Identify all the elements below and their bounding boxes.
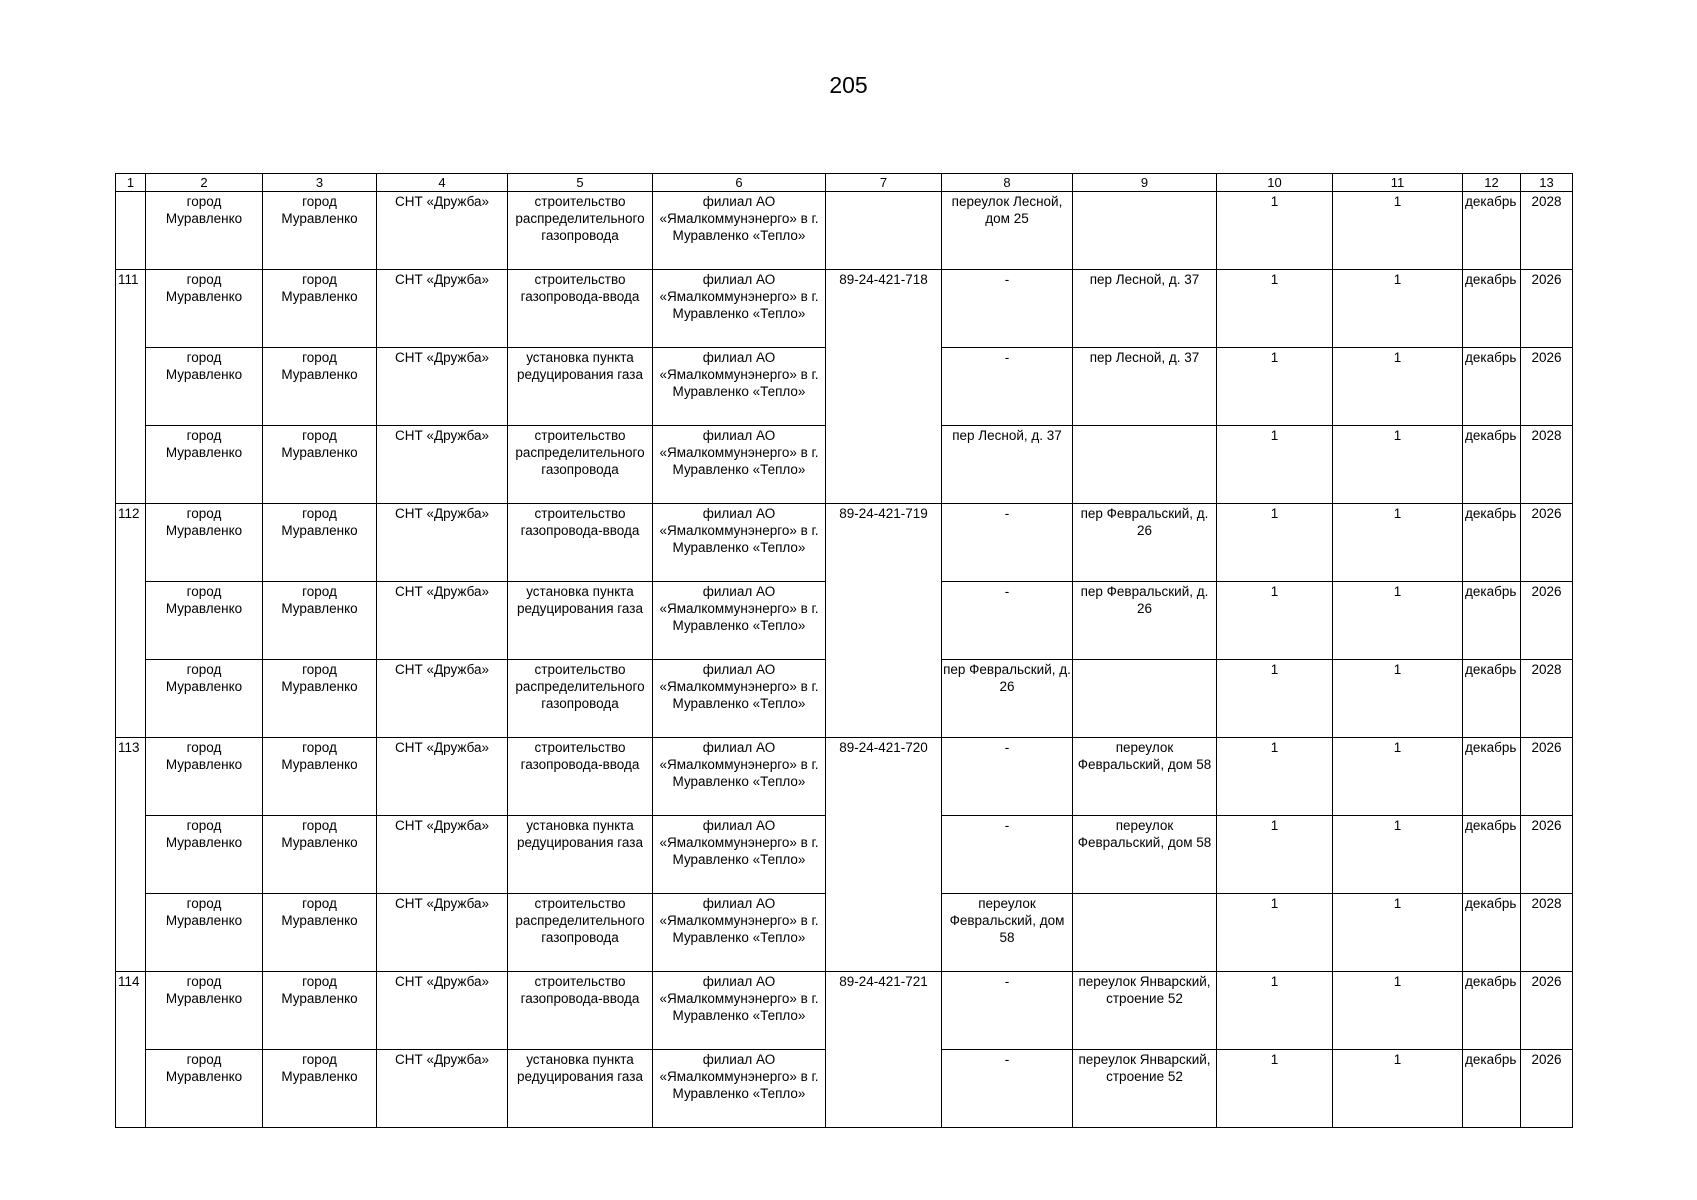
municipality-cell: город Муравленко — [146, 270, 263, 348]
quantity-cell: 1 — [1217, 426, 1333, 504]
organization-cell: филиал АО «Ямалкоммунэнерго» в г. Муравленко «Тепло» — [653, 660, 826, 738]
row-number-cell: 114 — [116, 972, 146, 1128]
column-number: 6 — [653, 174, 826, 192]
column-number: 2 — [146, 174, 263, 192]
municipality-cell: город Муравленко — [146, 192, 263, 270]
municipality-cell: город Муравленко — [146, 660, 263, 738]
month-cell: декабрь — [1463, 1050, 1521, 1128]
object-code-cell: 89-24-421-719 — [826, 504, 942, 738]
table-row — [116, 972, 1573, 1050]
settlement-cell: город Муравленко — [263, 894, 377, 972]
month-cell: декабрь — [1463, 504, 1521, 582]
territory-cell: СНТ «Дружба» — [377, 894, 508, 972]
quantity-cell: 1 — [1217, 504, 1333, 582]
settlement-cell: город Муравленко — [263, 738, 377, 816]
object-code-cell: 89-24-421-721 — [826, 972, 942, 1128]
work-type-cell: строительство газопровода-ввода — [508, 504, 653, 582]
distribution-address-cell: - — [942, 582, 1073, 660]
distribution-address-cell: - — [942, 270, 1073, 348]
work-type-cell: установка пункта редуцирования газа — [508, 348, 653, 426]
inlet-address-cell: переулок Январский, строение 52 — [1073, 972, 1217, 1050]
column-number: 12 — [1463, 174, 1521, 192]
municipality-cell: город Муравленко — [146, 972, 263, 1050]
territory-cell: СНТ «Дружба» — [377, 738, 508, 816]
settlement-cell: город Муравленко — [263, 1050, 377, 1128]
year-cell: 2028 — [1521, 426, 1573, 504]
inlet-address-cell: пер Февральский, д. 26 — [1073, 582, 1217, 660]
distribution-address-cell: - — [942, 972, 1073, 1050]
inlet-address-cell — [1073, 192, 1217, 270]
municipality-cell: город Муравленко — [146, 1050, 263, 1128]
distribution-address-cell: пер Февральский, д. 26 — [942, 660, 1073, 738]
settlement-cell: город Муравленко — [263, 660, 377, 738]
quantity-cell: 1 — [1217, 738, 1333, 816]
work-type-cell: установка пункта редуцирования газа — [508, 816, 653, 894]
inlet-address-cell: пер Лесной, д. 37 — [1073, 348, 1217, 426]
month-cell: декабрь — [1463, 348, 1521, 426]
organization-cell: филиал АО «Ямалкоммунэнерго» в г. Муравленко «Тепло» — [653, 582, 826, 660]
quantity-cell: 1 — [1333, 816, 1463, 894]
work-type-cell: строительство распределительного газопровода — [508, 660, 653, 738]
row-number-cell: 111 — [116, 270, 146, 504]
settlement-cell: город Муравленко — [263, 582, 377, 660]
municipality-cell: город Муравленко — [146, 348, 263, 426]
column-number: 11 — [1333, 174, 1463, 192]
quantity-cell: 1 — [1217, 270, 1333, 348]
work-type-cell: строительство распределительного газопровода — [508, 192, 653, 270]
year-cell: 2028 — [1521, 660, 1573, 738]
organization-cell: филиал АО «Ямалкоммунэнерго» в г. Муравленко «Тепло» — [653, 426, 826, 504]
column-number: 9 — [1073, 174, 1217, 192]
year-cell: 2028 — [1521, 894, 1573, 972]
territory-cell: СНТ «Дружба» — [377, 816, 508, 894]
month-cell: декабрь — [1463, 426, 1521, 504]
year-cell: 2028 — [1521, 192, 1573, 270]
distribution-address-cell: переулок Февральский, дом 58 — [942, 894, 1073, 972]
distribution-address-cell: - — [942, 348, 1073, 426]
organization-cell: филиал АО «Ямалкоммунэнерго» в г. Муравленко «Тепло» — [653, 738, 826, 816]
row-number-cell: 113 — [116, 738, 146, 972]
year-cell: 2026 — [1521, 348, 1573, 426]
settlement-cell: город Муравленко — [263, 270, 377, 348]
quantity-cell: 1 — [1217, 816, 1333, 894]
quantity-cell: 1 — [1333, 582, 1463, 660]
inlet-address-cell: пер Лесной, д. 37 — [1073, 270, 1217, 348]
quantity-cell: 1 — [1217, 348, 1333, 426]
territory-cell: СНТ «Дружба» — [377, 582, 508, 660]
year-cell: 2026 — [1521, 816, 1573, 894]
table-row — [116, 192, 1573, 270]
territory-cell: СНТ «Дружба» — [377, 348, 508, 426]
organization-cell: филиал АО «Ямалкоммунэнерго» в г. Муравленко «Тепло» — [653, 816, 826, 894]
inlet-address-cell: переулок Январский, строение 52 — [1073, 1050, 1217, 1128]
column-number: 10 — [1217, 174, 1333, 192]
organization-cell: филиал АО «Ямалкоммунэнерго» в г. Муравленко «Тепло» — [653, 894, 826, 972]
territory-cell: СНТ «Дружба» — [377, 192, 508, 270]
territory-cell: СНТ «Дружба» — [377, 270, 508, 348]
settlement-cell: город Муравленко — [263, 348, 377, 426]
distribution-address-cell: переулок Лесной, дом 25 — [942, 192, 1073, 270]
quantity-cell: 1 — [1333, 894, 1463, 972]
table-row — [116, 504, 1573, 582]
month-cell: декабрь — [1463, 972, 1521, 1050]
settlement-cell: город Муравленко — [263, 972, 377, 1050]
month-cell: декабрь — [1463, 192, 1521, 270]
column-number: 7 — [826, 174, 942, 192]
organization-cell: филиал АО «Ямалкоммунэнерго» в г. Муравленко «Тепло» — [653, 348, 826, 426]
quantity-cell: 1 — [1333, 972, 1463, 1050]
organization-cell: филиал АО «Ямалкоммунэнерго» в г. Муравленко «Тепло» — [653, 504, 826, 582]
quantity-cell: 1 — [1217, 972, 1333, 1050]
quantity-cell: 1 — [1217, 192, 1333, 270]
inlet-address-cell — [1073, 660, 1217, 738]
organization-cell: филиал АО «Ямалкоммунэнерго» в г. Муравленко «Тепло» — [653, 192, 826, 270]
work-type-cell: строительство распределительного газопровода — [508, 894, 653, 972]
month-cell: декабрь — [1463, 738, 1521, 816]
quantity-cell: 1 — [1333, 660, 1463, 738]
column-number: 8 — [942, 174, 1073, 192]
table-row — [116, 270, 1573, 348]
territory-cell: СНТ «Дружба» — [377, 426, 508, 504]
work-type-cell: строительство газопровода-ввода — [508, 270, 653, 348]
distribution-address-cell: - — [942, 504, 1073, 582]
month-cell: декабрь — [1463, 816, 1521, 894]
organization-cell: филиал АО «Ямалкоммунэнерго» в г. Муравленко «Тепло» — [653, 270, 826, 348]
municipality-cell: город Муравленко — [146, 426, 263, 504]
quantity-cell: 1 — [1217, 660, 1333, 738]
municipality-cell: город Муравленко — [146, 816, 263, 894]
settlement-cell: город Муравленко — [263, 426, 377, 504]
quantity-cell: 1 — [1333, 426, 1463, 504]
object-code-cell: 89-24-421-718 — [826, 270, 942, 504]
inlet-address-cell — [1073, 426, 1217, 504]
year-cell: 2026 — [1521, 270, 1573, 348]
municipality-cell: город Муравленко — [146, 738, 263, 816]
distribution-address-cell: - — [942, 1050, 1073, 1128]
month-cell: декабрь — [1463, 582, 1521, 660]
municipality-cell: город Муравленко — [146, 582, 263, 660]
year-cell: 2026 — [1521, 1050, 1573, 1128]
quantity-cell: 1 — [1217, 894, 1333, 972]
quantity-cell: 1 — [1333, 1050, 1463, 1128]
year-cell: 2026 — [1521, 972, 1573, 1050]
territory-cell: СНТ «Дружба» — [377, 972, 508, 1050]
territory-cell: СНТ «Дружба» — [377, 660, 508, 738]
organization-cell: филиал АО «Ямалкоммунэнерго» в г. Муравленко «Тепло» — [653, 972, 826, 1050]
work-type-cell: строительство газопровода-ввода — [508, 972, 653, 1050]
column-number: 1 — [116, 174, 146, 192]
quantity-cell: 1 — [1333, 270, 1463, 348]
column-number-row — [116, 174, 1573, 192]
quantity-cell: 1 — [1333, 504, 1463, 582]
column-number: 5 — [508, 174, 653, 192]
column-number: 13 — [1521, 174, 1573, 192]
object-code-cell: 89-24-421-720 — [826, 738, 942, 972]
row-number-cell — [116, 192, 146, 270]
municipality-cell: город Муравленко — [146, 504, 263, 582]
settlement-cell: город Муравленко — [263, 816, 377, 894]
row-number-cell: 112 — [116, 504, 146, 738]
table-row — [116, 738, 1573, 816]
object-code-cell — [826, 192, 942, 270]
work-type-cell: строительство газопровода-ввода — [508, 738, 653, 816]
column-number: 3 — [263, 174, 377, 192]
quantity-cell: 1 — [1333, 348, 1463, 426]
inlet-address-cell: переулок Февральский, дом 58 — [1073, 816, 1217, 894]
work-type-cell: установка пункта редуцирования газа — [508, 582, 653, 660]
inlet-address-cell: пер Февральский, д. 26 — [1073, 504, 1217, 582]
distribution-address-cell: - — [942, 816, 1073, 894]
quantity-cell: 1 — [1333, 738, 1463, 816]
organization-cell: филиал АО «Ямалкоммунэнерго» в г. Муравленко «Тепло» — [653, 1050, 826, 1128]
quantity-cell: 1 — [1333, 192, 1463, 270]
territory-cell: СНТ «Дружба» — [377, 1050, 508, 1128]
work-type-cell: установка пункта редуцирования газа — [508, 1050, 653, 1128]
gasification-table — [115, 173, 1573, 1128]
month-cell: декабрь — [1463, 270, 1521, 348]
distribution-address-cell: пер Лесной, д. 37 — [942, 426, 1073, 504]
year-cell: 2026 — [1521, 504, 1573, 582]
settlement-cell: город Муравленко — [263, 504, 377, 582]
inlet-address-cell: переулок Февральский, дом 58 — [1073, 738, 1217, 816]
quantity-cell: 1 — [1217, 582, 1333, 660]
work-type-cell: строительство распределительного газопровода — [508, 426, 653, 504]
year-cell: 2026 — [1521, 738, 1573, 816]
territory-cell: СНТ «Дружба» — [377, 504, 508, 582]
settlement-cell: город Муравленко — [263, 192, 377, 270]
column-number: 4 — [377, 174, 508, 192]
distribution-address-cell: - — [942, 738, 1073, 816]
year-cell: 2026 — [1521, 582, 1573, 660]
month-cell: декабрь — [1463, 894, 1521, 972]
inlet-address-cell — [1073, 894, 1217, 972]
municipality-cell: город Муравленко — [146, 894, 263, 972]
quantity-cell: 1 — [1217, 1050, 1333, 1128]
month-cell: декабрь — [1463, 660, 1521, 738]
page-number: 205 — [829, 72, 868, 98]
